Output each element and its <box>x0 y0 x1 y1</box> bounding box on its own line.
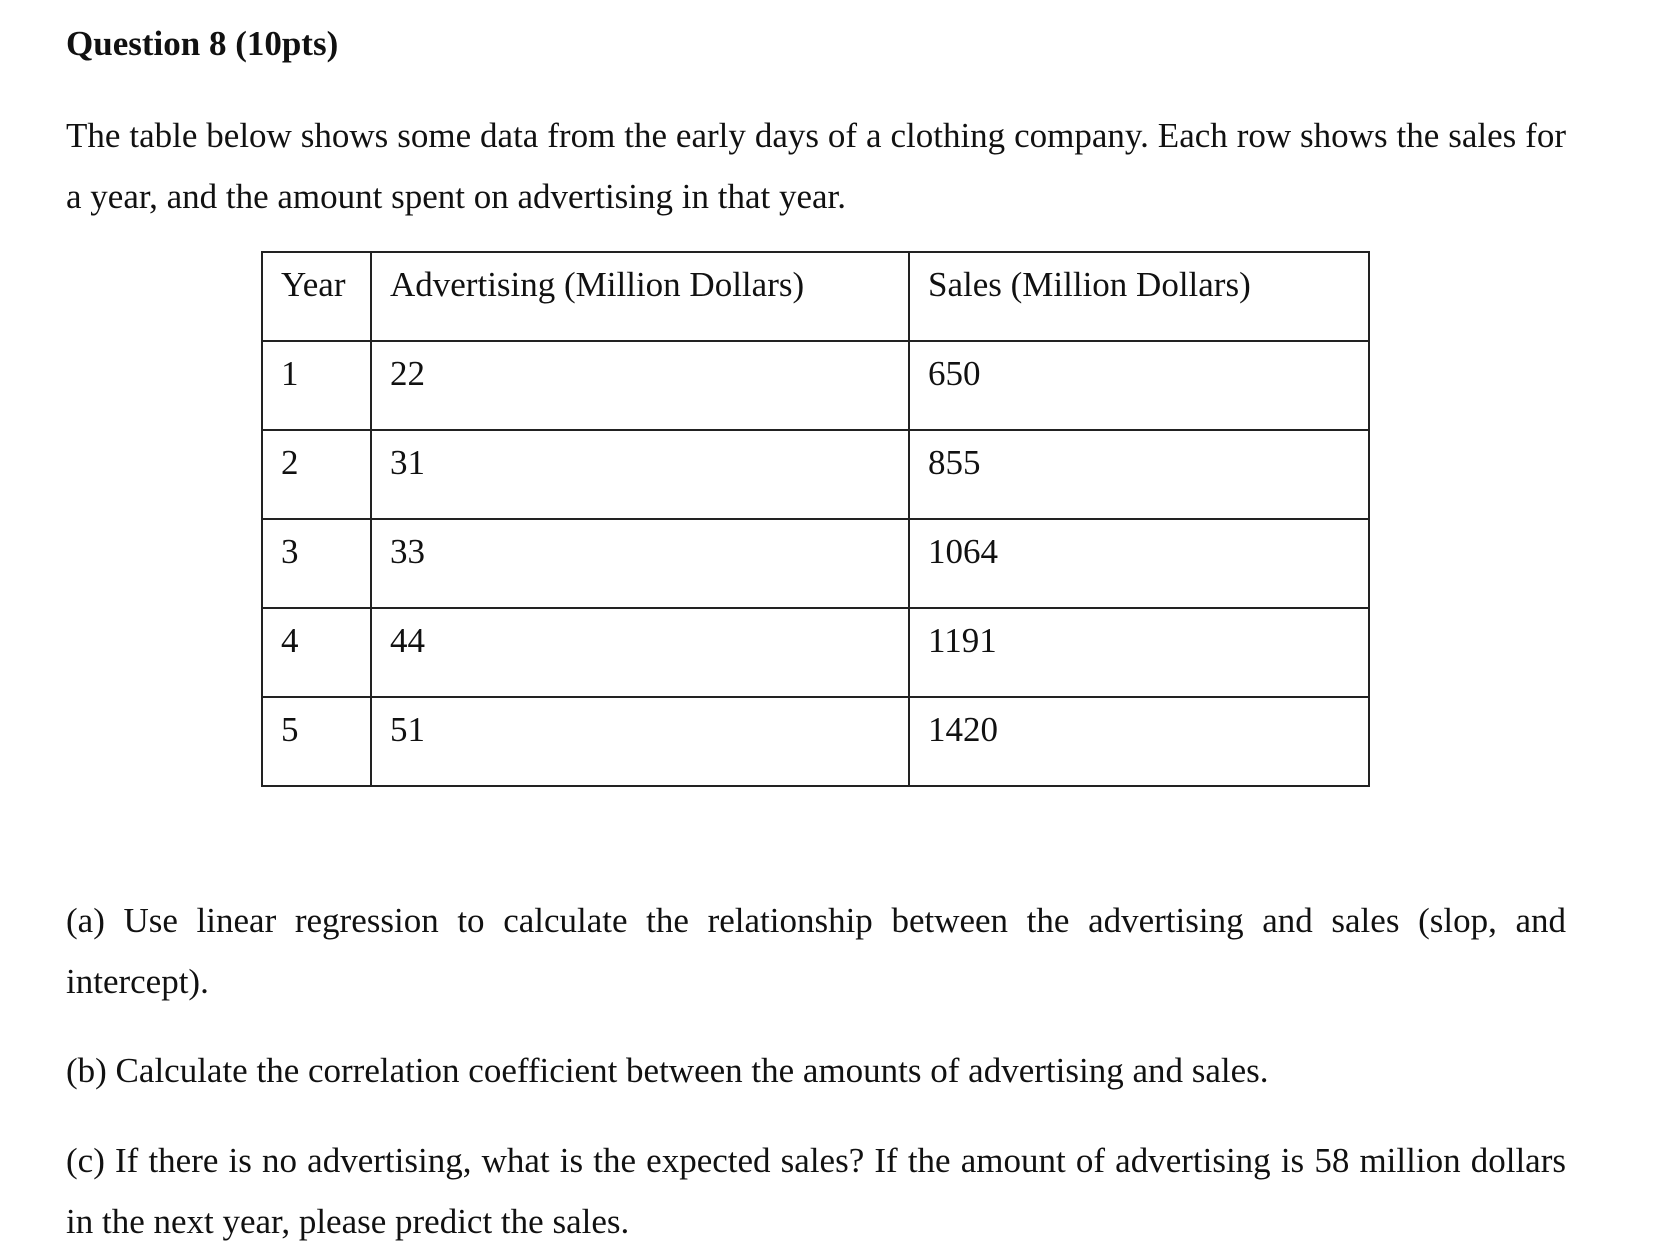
header-advertising: Advertising (Million Dollars) <box>371 252 909 341</box>
part-b-text: (b) Calculate the correlation coefficient between the amounts of advertising and sales. <box>66 1051 1269 1090</box>
cell-year: 5 <box>262 697 371 786</box>
cell-sales: 1420 <box>909 697 1369 786</box>
part-a-text: (a) Use linear regression to calculate the relationship between the advertising and sales (slop, and intercept). <box>66 901 1566 1001</box>
cell-advertising: 33 <box>371 519 909 608</box>
table-row <box>262 341 1369 430</box>
question-intro: The table below shows some data from the early days of a clothing company. Each row shows the sales for a year, and the amount spent on advertising in that year. <box>66 116 1566 216</box>
table-row <box>262 697 1369 786</box>
part-c-text: (c) If there is no advertising, what is the expected sales? If the amount of advertising is 58 million dollars in the next year, please predict the sales. <box>66 1141 1566 1241</box>
cell-advertising: 31 <box>371 430 909 519</box>
table-header-row <box>262 252 1369 341</box>
cell-year: 2 <box>262 430 371 519</box>
header-sales: Sales (Million Dollars) <box>909 252 1369 341</box>
header-year: Year <box>262 252 371 341</box>
cell-advertising: 22 <box>371 341 909 430</box>
cell-sales: 650 <box>909 341 1369 430</box>
cell-sales: 1191 <box>909 608 1369 697</box>
cell-year: 3 <box>262 519 371 608</box>
table-row <box>262 519 1369 608</box>
table-row <box>262 608 1369 697</box>
cell-year: 1 <box>262 341 371 430</box>
table-row <box>262 430 1369 519</box>
cell-year: 4 <box>262 608 371 697</box>
cell-advertising: 44 <box>371 608 909 697</box>
data-table <box>261 251 1370 787</box>
cell-sales: 855 <box>909 430 1369 519</box>
question-title: Question 8 (10pts) <box>66 24 339 63</box>
cell-sales: 1064 <box>909 519 1369 608</box>
cell-advertising: 51 <box>371 697 909 786</box>
